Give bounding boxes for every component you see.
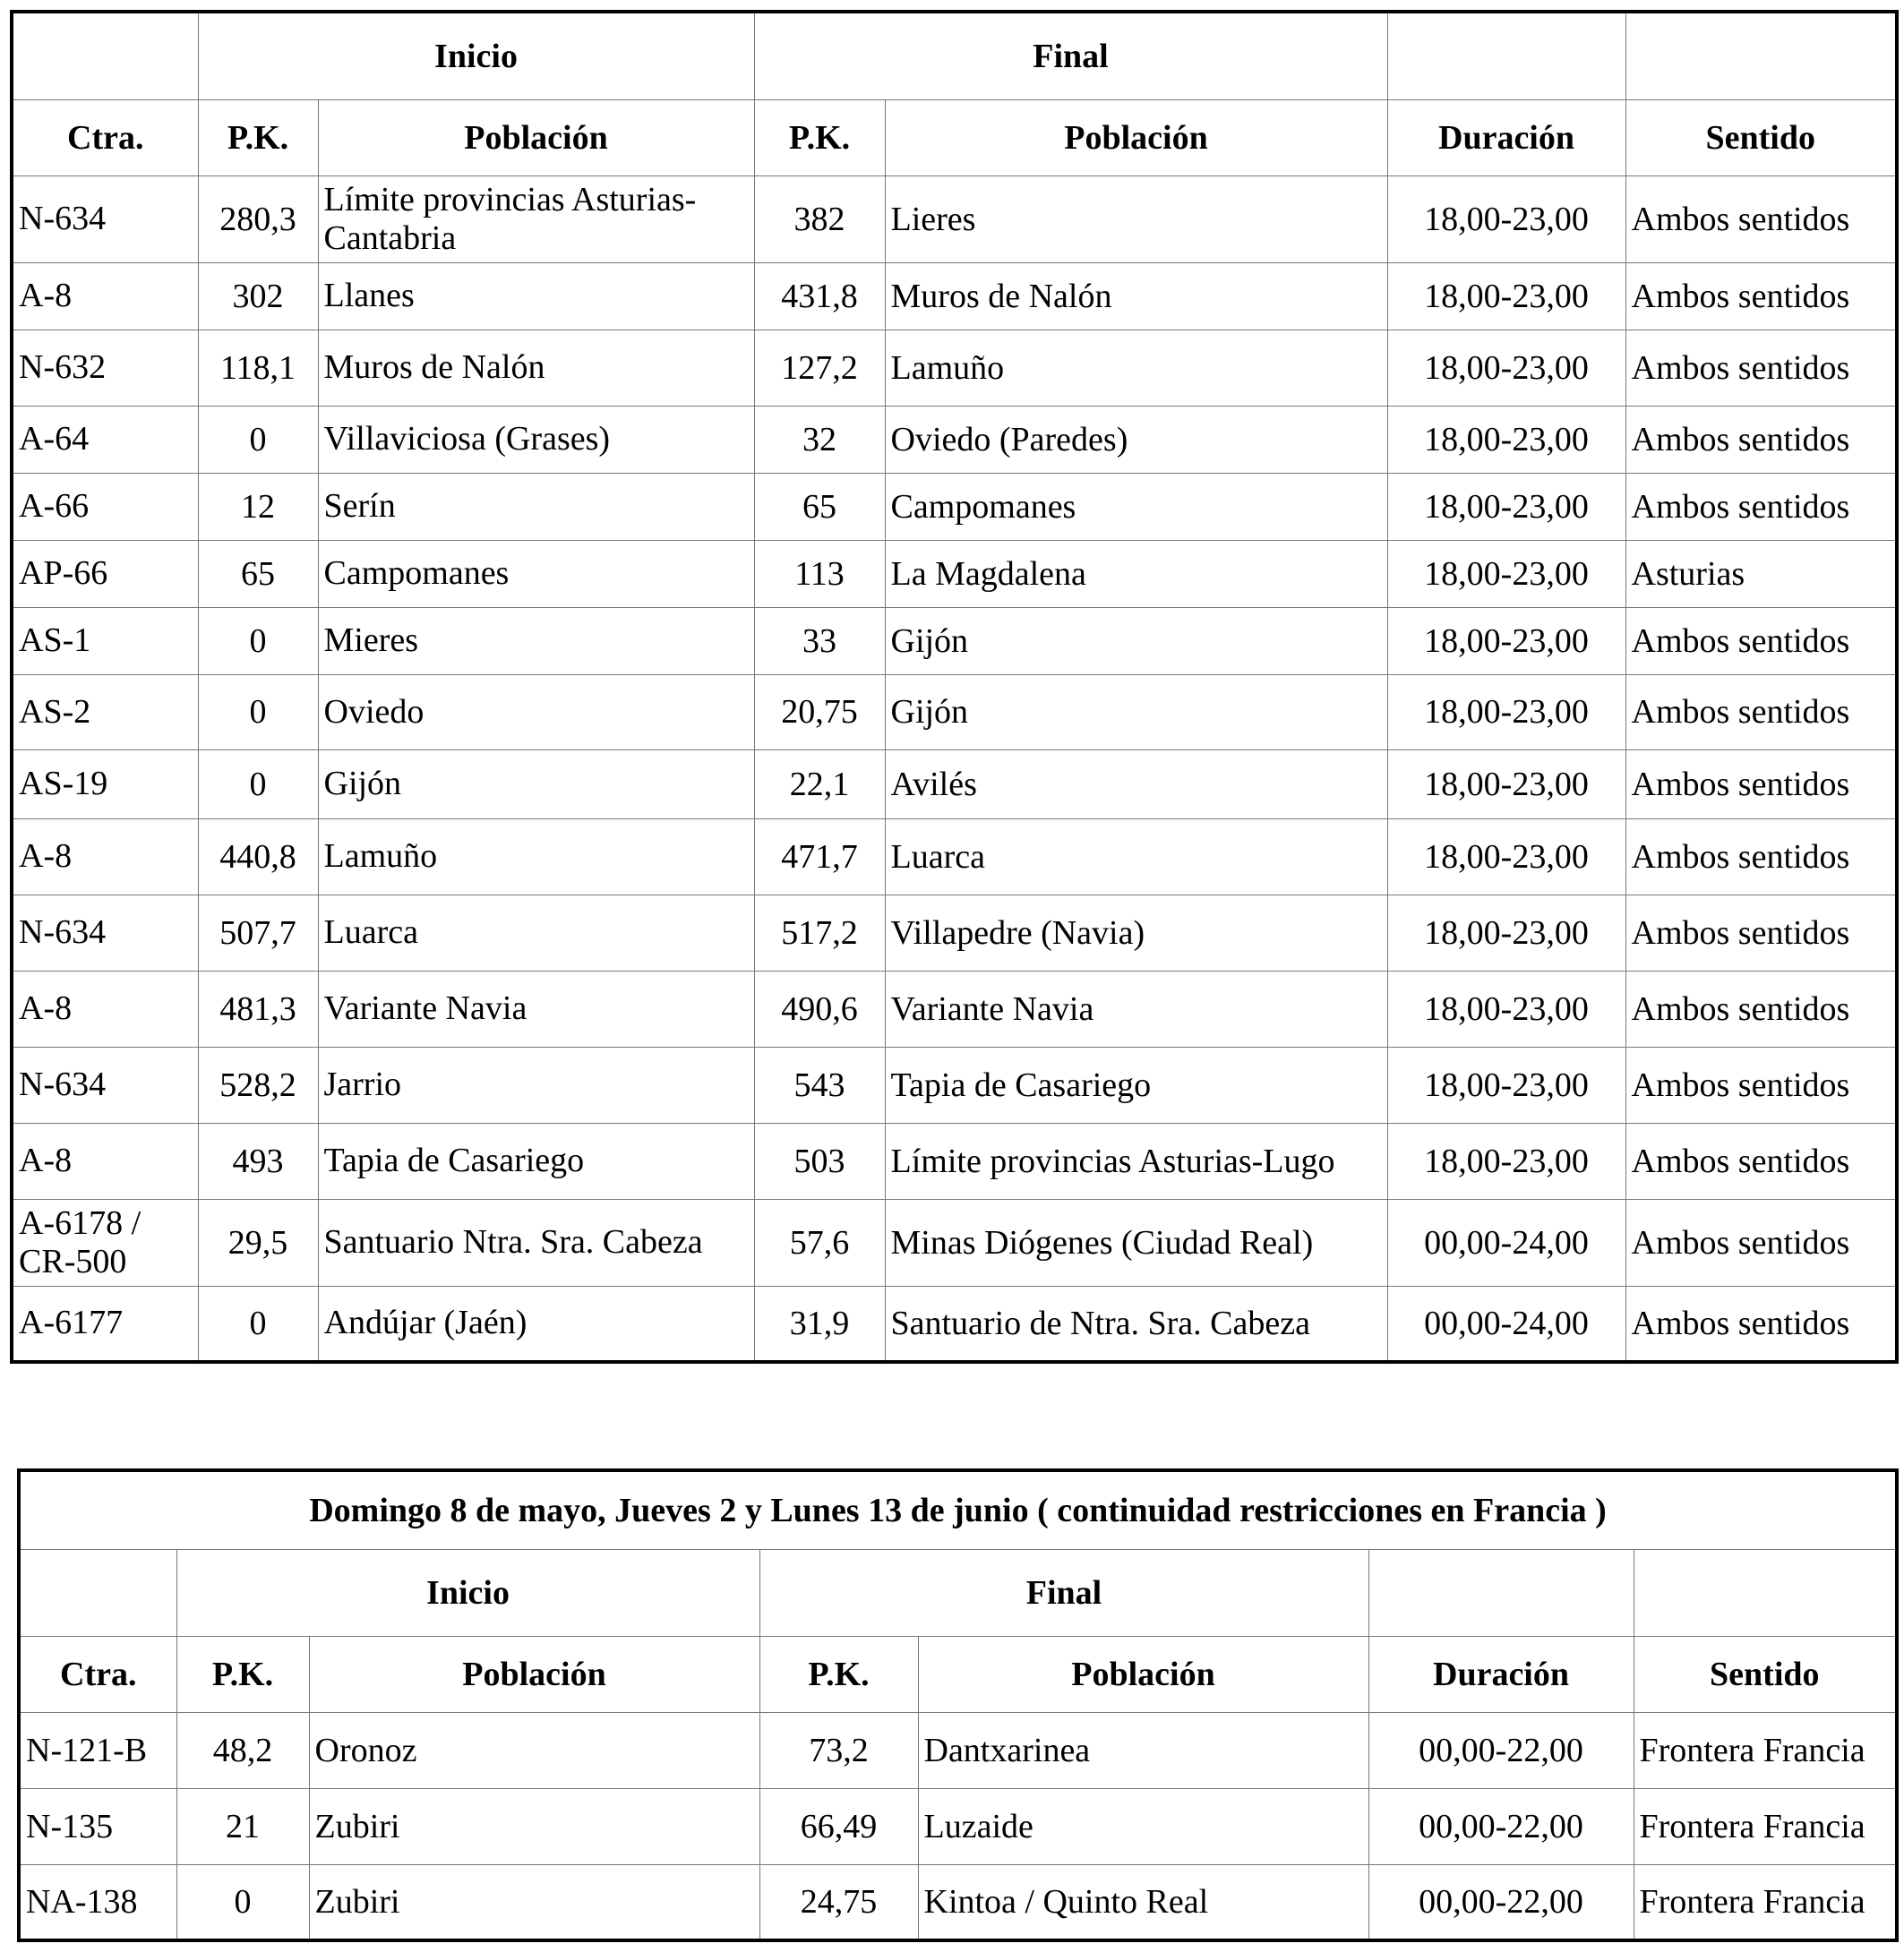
table-title: Domingo 8 de mayo, Jueves 2 y Lunes 13 de junio ( continuidad restricciones en Francia ): [19, 1470, 1897, 1549]
cell-direction: Ambos sentidos: [1625, 818, 1897, 895]
table-row: [12, 818, 1897, 895]
cell-end-town: La Magdalena: [885, 540, 1387, 607]
cell-end-pk: 471,7: [754, 818, 885, 895]
cell-direction: Ambos sentidos: [1625, 1123, 1897, 1199]
cell-start-pk: 65: [198, 540, 318, 607]
cell-direction: Ambos sentidos: [1625, 971, 1897, 1047]
cell-duration: 18,00-23,00: [1387, 895, 1625, 971]
cell-duration: 18,00-23,00: [1387, 1123, 1625, 1199]
empty-header-cell: [1634, 1549, 1897, 1636]
cell-start-pk: 440,8: [198, 818, 318, 895]
cell-end-pk: 503: [754, 1123, 885, 1199]
empty-header-cell: [19, 1549, 176, 1636]
table-row: [12, 1199, 1897, 1286]
cell-direction: Ambos sentidos: [1625, 607, 1897, 674]
cell-end-pk: 543: [754, 1047, 885, 1123]
cell-end-pk: 517,2: [754, 895, 885, 971]
column-header-start-pk: P.K.: [198, 99, 318, 176]
cell-start-town: Jarrio: [318, 1047, 754, 1123]
cell-duration: 18,00-23,00: [1387, 406, 1625, 473]
cell-start-pk: 0: [176, 1864, 309, 1940]
cell-end-pk: 113: [754, 540, 885, 607]
cell-road: N-634: [12, 1047, 198, 1123]
cell-duration: 00,00-22,00: [1368, 1712, 1634, 1788]
cell-direction: Ambos sentidos: [1625, 1199, 1897, 1286]
cell-start-pk: 0: [198, 674, 318, 749]
restrictions-table-france: [17, 1468, 1899, 1942]
cell-end-pk: 33: [754, 607, 885, 674]
start-group-header: Inicio: [176, 1549, 759, 1636]
cell-end-pk: 73,2: [759, 1712, 918, 1788]
cell-end-pk: 490,6: [754, 971, 885, 1047]
column-header-row: [12, 99, 1897, 176]
table-row: [12, 895, 1897, 971]
table-row: [12, 406, 1897, 473]
table-row: [12, 1286, 1897, 1362]
column-header-duration: Duración: [1368, 1636, 1634, 1712]
cell-road: AS-19: [12, 749, 198, 818]
cell-end-town: Luarca: [885, 818, 1387, 895]
cell-road: A-6178 / CR-500: [12, 1199, 198, 1286]
cell-start-town: Tapia de Casariego: [318, 1123, 754, 1199]
cell-start-town: Muros de Nalón: [318, 330, 754, 406]
cell-duration: 00,00-24,00: [1387, 1199, 1625, 1286]
cell-road: AS-1: [12, 607, 198, 674]
table-row: [12, 473, 1897, 540]
table-row: [12, 971, 1897, 1047]
cell-duration: 18,00-23,00: [1387, 540, 1625, 607]
table-body: [19, 1712, 1897, 1940]
cell-end-pk: 382: [754, 176, 885, 262]
column-header-start-pk: P.K.: [176, 1636, 309, 1712]
table-row: [12, 262, 1897, 330]
cell-start-town: Serín: [318, 473, 754, 540]
cell-start-town: Villaviciosa (Grases): [318, 406, 754, 473]
cell-start-town: Santuario Ntra. Sra. Cabeza: [318, 1199, 754, 1286]
cell-end-pk: 66,49: [759, 1788, 918, 1864]
cell-start-town: Gijón: [318, 749, 754, 818]
cell-duration: 18,00-23,00: [1387, 674, 1625, 749]
cell-direction: Ambos sentidos: [1625, 406, 1897, 473]
cell-end-town: Campomanes: [885, 473, 1387, 540]
cell-duration: 18,00-23,00: [1387, 749, 1625, 818]
cell-start-pk: 528,2: [198, 1047, 318, 1123]
cell-direction: Ambos sentidos: [1625, 473, 1897, 540]
table-row: [19, 1864, 1897, 1940]
cell-road: N-632: [12, 330, 198, 406]
column-header-start-town: Población: [318, 99, 754, 176]
cell-start-town: Límite provincias Asturias-Cantabria: [318, 176, 754, 262]
cell-direction: Ambos sentidos: [1625, 330, 1897, 406]
cell-direction: Ambos sentidos: [1625, 1047, 1897, 1123]
empty-header-cell: [1368, 1549, 1634, 1636]
cell-end-town: Oviedo (Paredes): [885, 406, 1387, 473]
cell-end-pk: 57,6: [754, 1199, 885, 1286]
column-header-end-pk: P.K.: [759, 1636, 918, 1712]
table-row: [19, 1712, 1897, 1788]
cell-duration: 00,00-24,00: [1387, 1286, 1625, 1362]
cell-end-pk: 127,2: [754, 330, 885, 406]
cell-direction: Ambos sentidos: [1625, 749, 1897, 818]
table-row: [19, 1788, 1897, 1864]
cell-duration: 18,00-23,00: [1387, 1047, 1625, 1123]
cell-start-pk: 21: [176, 1788, 309, 1864]
cell-start-pk: 280,3: [198, 176, 318, 262]
table-title-row: [19, 1470, 1897, 1549]
cell-end-town: Villapedre (Navia): [885, 895, 1387, 971]
cell-road: N-634: [12, 895, 198, 971]
cell-end-town: Lamuño: [885, 330, 1387, 406]
cell-end-town: Muros de Nalón: [885, 262, 1387, 330]
cell-start-pk: 481,3: [198, 971, 318, 1047]
cell-duration: 18,00-23,00: [1387, 818, 1625, 895]
cell-direction: Ambos sentidos: [1625, 895, 1897, 971]
cell-end-town: Gijón: [885, 674, 1387, 749]
cell-direction: Ambos sentidos: [1625, 176, 1897, 262]
cell-end-pk: 65: [754, 473, 885, 540]
end-group-header: Final: [759, 1549, 1368, 1636]
cell-duration: 00,00-22,00: [1368, 1788, 1634, 1864]
column-header-direction: Sentido: [1634, 1636, 1897, 1712]
column-header-direction: Sentido: [1625, 99, 1897, 176]
cell-end-town: Lieres: [885, 176, 1387, 262]
column-header-end-pk: P.K.: [754, 99, 885, 176]
cell-start-pk: 29,5: [198, 1199, 318, 1286]
cell-start-pk: 48,2: [176, 1712, 309, 1788]
cell-start-town: Zubiri: [309, 1864, 759, 1940]
cell-end-town: Avilés: [885, 749, 1387, 818]
cell-end-town: Tapia de Casariego: [885, 1047, 1387, 1123]
empty-header-cell: [1625, 12, 1897, 99]
cell-road: A-8: [12, 971, 198, 1047]
cell-start-pk: 507,7: [198, 895, 318, 971]
cell-start-pk: 302: [198, 262, 318, 330]
cell-direction: Ambos sentidos: [1625, 1286, 1897, 1362]
group-header-row: [19, 1549, 1897, 1636]
cell-duration: 00,00-22,00: [1368, 1864, 1634, 1940]
column-header-row: [19, 1636, 1897, 1712]
cell-end-town: Dantxarinea: [918, 1712, 1368, 1788]
cell-start-pk: 0: [198, 607, 318, 674]
column-header-duration: Duración: [1387, 99, 1625, 176]
cell-start-town: Lamuño: [318, 818, 754, 895]
cell-road: A-8: [12, 1123, 198, 1199]
cell-start-town: Luarca: [318, 895, 754, 971]
cell-end-pk: 22,1: [754, 749, 885, 818]
cell-start-town: Llanes: [318, 262, 754, 330]
cell-road: N-634: [12, 176, 198, 262]
cell-end-pk: 20,75: [754, 674, 885, 749]
table-row: [12, 749, 1897, 818]
cell-direction: Frontera Francia: [1634, 1788, 1897, 1864]
cell-direction: Frontera Francia: [1634, 1712, 1897, 1788]
cell-direction: Asturias: [1625, 540, 1897, 607]
table-body: [12, 176, 1897, 1362]
cell-road: A-6177: [12, 1286, 198, 1362]
column-header-road: Ctra.: [19, 1636, 176, 1712]
cell-start-pk: 493: [198, 1123, 318, 1199]
column-header-road: Ctra.: [12, 99, 198, 176]
cell-end-town: Luzaide: [918, 1788, 1368, 1864]
cell-road: A-8: [12, 818, 198, 895]
cell-duration: 18,00-23,00: [1387, 473, 1625, 540]
table-row: [12, 330, 1897, 406]
cell-end-town: Santuario de Ntra. Sra. Cabeza: [885, 1286, 1387, 1362]
cell-start-pk: 12: [198, 473, 318, 540]
cell-road: A-64: [12, 406, 198, 473]
cell-start-pk: 0: [198, 406, 318, 473]
cell-end-town: Límite provincias Asturias-Lugo: [885, 1123, 1387, 1199]
cell-start-pk: 0: [198, 1286, 318, 1362]
cell-end-pk: 32: [754, 406, 885, 473]
cell-start-town: Andújar (Jaén): [318, 1286, 754, 1362]
cell-road: AS-2: [12, 674, 198, 749]
cell-start-pk: 118,1: [198, 330, 318, 406]
column-header-start-town: Población: [309, 1636, 759, 1712]
cell-start-town: Oronoz: [309, 1712, 759, 1788]
cell-road: A-66: [12, 473, 198, 540]
table-row: [12, 540, 1897, 607]
table-row: [12, 1123, 1897, 1199]
table-row: [12, 1047, 1897, 1123]
column-header-end-town: Población: [885, 99, 1387, 176]
cell-road: N-135: [19, 1788, 176, 1864]
cell-duration: 18,00-23,00: [1387, 330, 1625, 406]
end-group-header: Final: [754, 12, 1387, 99]
table-row: [12, 674, 1897, 749]
cell-start-town: Zubiri: [309, 1788, 759, 1864]
cell-direction: Frontera Francia: [1634, 1864, 1897, 1940]
cell-road: N-121-B: [19, 1712, 176, 1788]
cell-end-town: Kintoa / Quinto Real: [918, 1864, 1368, 1940]
cell-road: A-8: [12, 262, 198, 330]
cell-duration: 18,00-23,00: [1387, 176, 1625, 262]
cell-start-town: Variante Navia: [318, 971, 754, 1047]
cell-duration: 18,00-23,00: [1387, 971, 1625, 1047]
column-header-end-town: Población: [918, 1636, 1368, 1712]
cell-duration: 18,00-23,00: [1387, 262, 1625, 330]
restrictions-table-asturias: [10, 10, 1899, 1364]
cell-start-town: Oviedo: [318, 674, 754, 749]
cell-end-town: Variante Navia: [885, 971, 1387, 1047]
cell-start-town: Mieres: [318, 607, 754, 674]
cell-end-pk: 431,8: [754, 262, 885, 330]
cell-duration: 18,00-23,00: [1387, 607, 1625, 674]
cell-road: NA-138: [19, 1864, 176, 1940]
cell-end-town: Gijón: [885, 607, 1387, 674]
cell-direction: Ambos sentidos: [1625, 262, 1897, 330]
cell-end-town: Minas Diógenes (Ciudad Real): [885, 1199, 1387, 1286]
table-row: [12, 176, 1897, 262]
cell-end-pk: 24,75: [759, 1864, 918, 1940]
cell-end-pk: 31,9: [754, 1286, 885, 1362]
cell-road: AP-66: [12, 540, 198, 607]
cell-start-pk: 0: [198, 749, 318, 818]
empty-header-cell: [1387, 12, 1625, 99]
table-row: [12, 607, 1897, 674]
start-group-header: Inicio: [198, 12, 754, 99]
empty-header-cell: [12, 12, 198, 99]
cell-direction: Ambos sentidos: [1625, 674, 1897, 749]
group-header-row: [12, 12, 1897, 99]
cell-start-town: Campomanes: [318, 540, 754, 607]
